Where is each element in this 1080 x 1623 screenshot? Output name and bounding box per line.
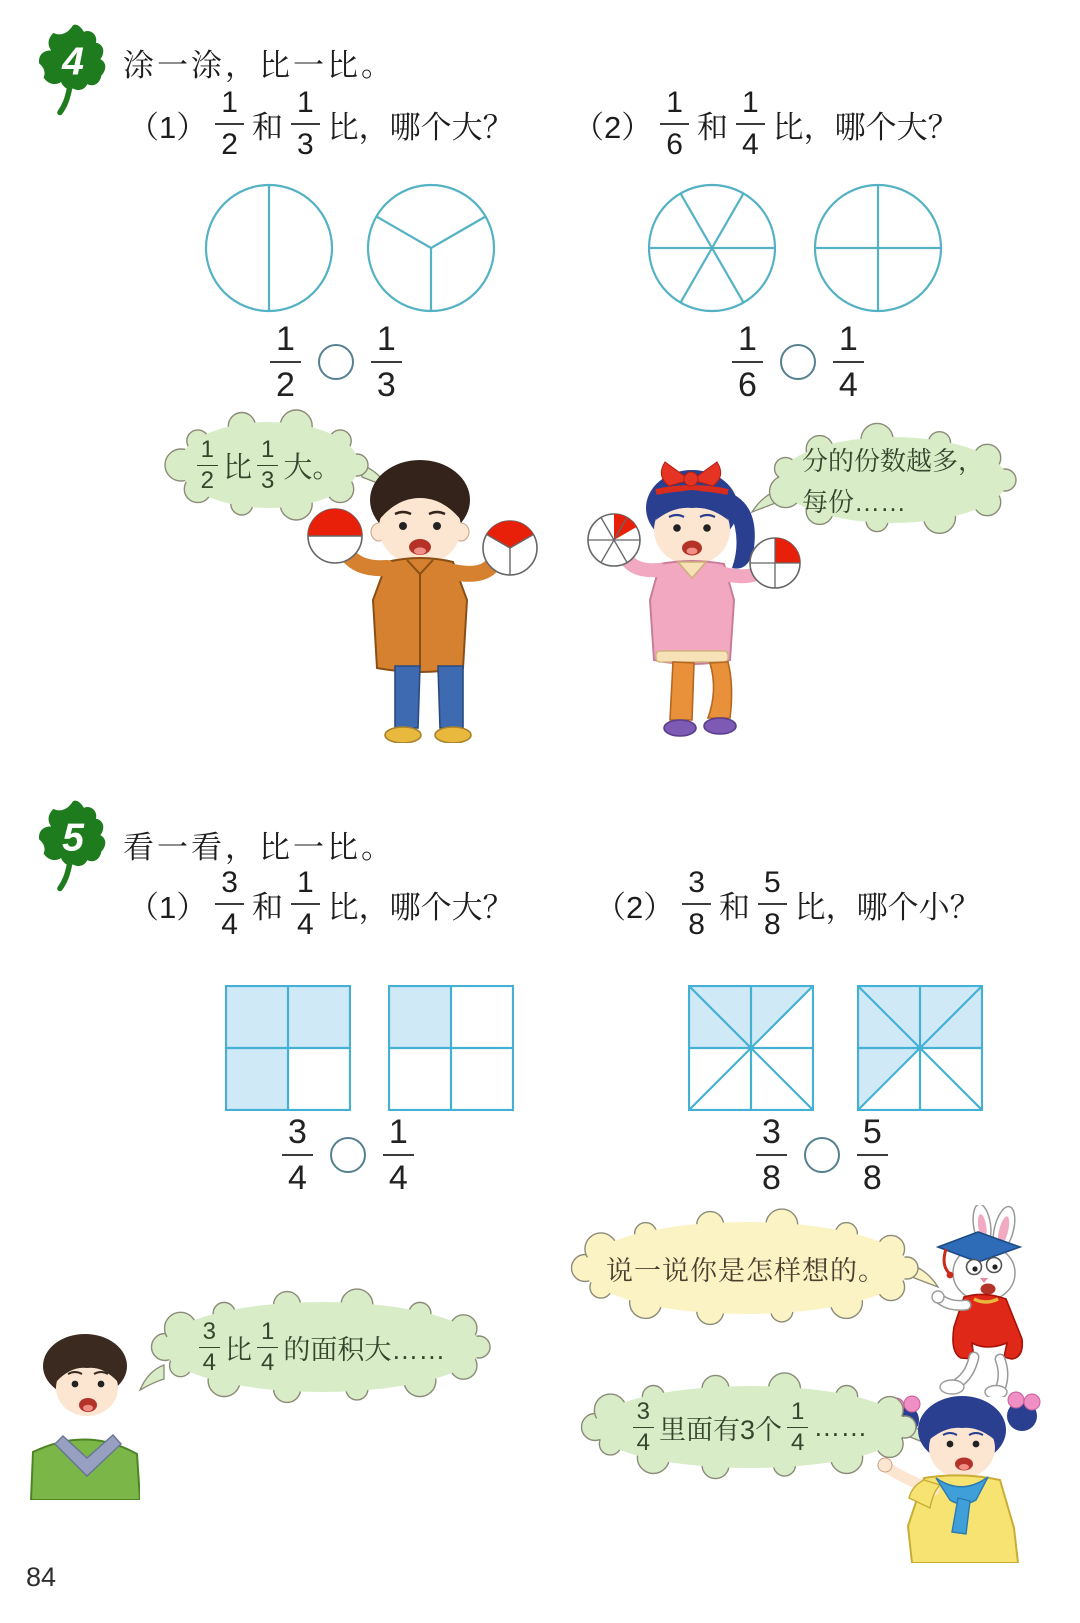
fraction: $\frac{1}{4}$	[257, 1320, 278, 1375]
fraction: $\frac{1}{6}$	[732, 322, 763, 402]
fraction: $\frac{1}{2}$	[270, 322, 301, 402]
conjunction: 和	[696, 109, 728, 145]
square-diagram-three-quarters	[225, 985, 351, 1111]
exercise-4-leaf-badge	[33, 22, 113, 118]
bubble-text: 分的份数越多， 每份……	[802, 446, 985, 517]
fraction: $\frac{1}{4}$	[291, 868, 320, 940]
circle-diagram-thirds	[364, 181, 498, 315]
fraction: $\frac{1}{4}$	[383, 1115, 414, 1195]
speech-bubble-rabbit	[572, 1213, 920, 1323]
answer-circle	[330, 1137, 366, 1173]
fraction: $\frac{3}{8}$	[756, 1115, 787, 1195]
problem-4-2	[573, 88, 959, 160]
circle-diagram-quarters	[811, 181, 945, 315]
question-text: 比，哪个小？	[794, 889, 981, 925]
fraction-disc-one-quarter	[750, 538, 800, 588]
question-text: 比，哪个大？	[327, 109, 514, 145]
square-diagram-one-quarter	[388, 985, 514, 1111]
exercise-5-title: 看一看，比一比。	[123, 830, 395, 865]
problem-4-1	[128, 88, 514, 160]
fraction-disc-one-half	[308, 509, 362, 563]
fraction: $\frac{3}{4}$	[215, 868, 244, 940]
fraction: $\frac{3}{4}$	[282, 1115, 313, 1195]
fraction: $\frac{1}{6}$	[660, 88, 689, 160]
problem-label: （2）	[573, 109, 653, 145]
bubble-text: $\frac{3}{4}$ 比 $\frac{1}{4}$ 的面积大……	[152, 1293, 492, 1401]
speech-bubble-girl-2	[582, 1377, 918, 1477]
boy-2-illustration	[25, 1330, 140, 1500]
rabbit-illustration	[930, 1205, 1040, 1397]
fraction-disc-one-sixth	[588, 514, 640, 566]
conjunction: 和	[251, 109, 283, 145]
fraction: $\frac{1}{2}$	[215, 88, 244, 160]
fraction: $\frac{5}{8}$	[758, 868, 787, 940]
fraction: $\frac{1}{3}$	[257, 438, 278, 493]
square-diagram-five-eighths	[857, 985, 983, 1111]
comparison-3	[282, 1115, 414, 1195]
circle-diagram-sixths	[645, 181, 779, 315]
exercise-4-number: 4	[62, 39, 84, 84]
fraction: $\frac{3}{4}$	[633, 1400, 654, 1455]
fraction-disc-one-third	[483, 521, 537, 575]
problem-label: （1）	[128, 109, 208, 145]
conjunction: 和	[718, 889, 750, 925]
speech-bubble-boy-2	[152, 1293, 492, 1401]
fraction: $\frac{5}{8}$	[857, 1115, 888, 1195]
question-text: 比，哪个大？	[772, 109, 959, 145]
comparison-1	[270, 322, 402, 402]
fraction: $\frac{1}{4}$	[736, 88, 765, 160]
problem-label: （1）	[128, 889, 208, 925]
speech-bubble-boy	[168, 413, 370, 517]
speech-bubble-girl	[768, 428, 1018, 532]
problem-5-1	[128, 868, 514, 940]
bubble-text: $\frac{3}{4}$ 里面有3个 $\frac{1}{4}$ ……	[582, 1377, 918, 1477]
exercise-4-title: 涂一涂，比一比。	[123, 48, 395, 83]
exercise-5-number: 5	[62, 815, 84, 860]
fraction: $\frac{3}{8}$	[682, 868, 711, 940]
fraction: $\frac{1}{3}$	[291, 88, 320, 160]
question-text: 比，哪个大？	[327, 889, 514, 925]
fraction: $\frac{1}{4}$	[833, 322, 864, 402]
fraction: $\frac{3}{4}$	[199, 1320, 220, 1375]
bubble-text: 说一说你是怎样想的。	[606, 1255, 886, 1286]
fraction: $\frac{1}{2}$	[197, 438, 218, 493]
page-number: 84	[26, 1562, 57, 1592]
bubble-text: $\frac{1}{2}$ 比 $\frac{1}{3}$ 大。	[168, 413, 370, 517]
answer-circle	[780, 344, 816, 380]
problem-5-2	[595, 868, 981, 940]
fraction: $\frac{1}{3}$	[371, 322, 402, 402]
exercise-5-leaf-badge	[33, 798, 113, 894]
circle-diagram-halves	[202, 181, 336, 315]
comparison-2	[732, 322, 864, 402]
conjunction: 和	[251, 889, 283, 925]
answer-circle	[318, 344, 354, 380]
square-diagram-three-eighths	[688, 985, 814, 1111]
fraction: $\frac{1}{4}$	[787, 1400, 808, 1455]
answer-circle	[804, 1137, 840, 1173]
problem-label: （2）	[595, 889, 675, 925]
comparison-4	[756, 1115, 888, 1195]
